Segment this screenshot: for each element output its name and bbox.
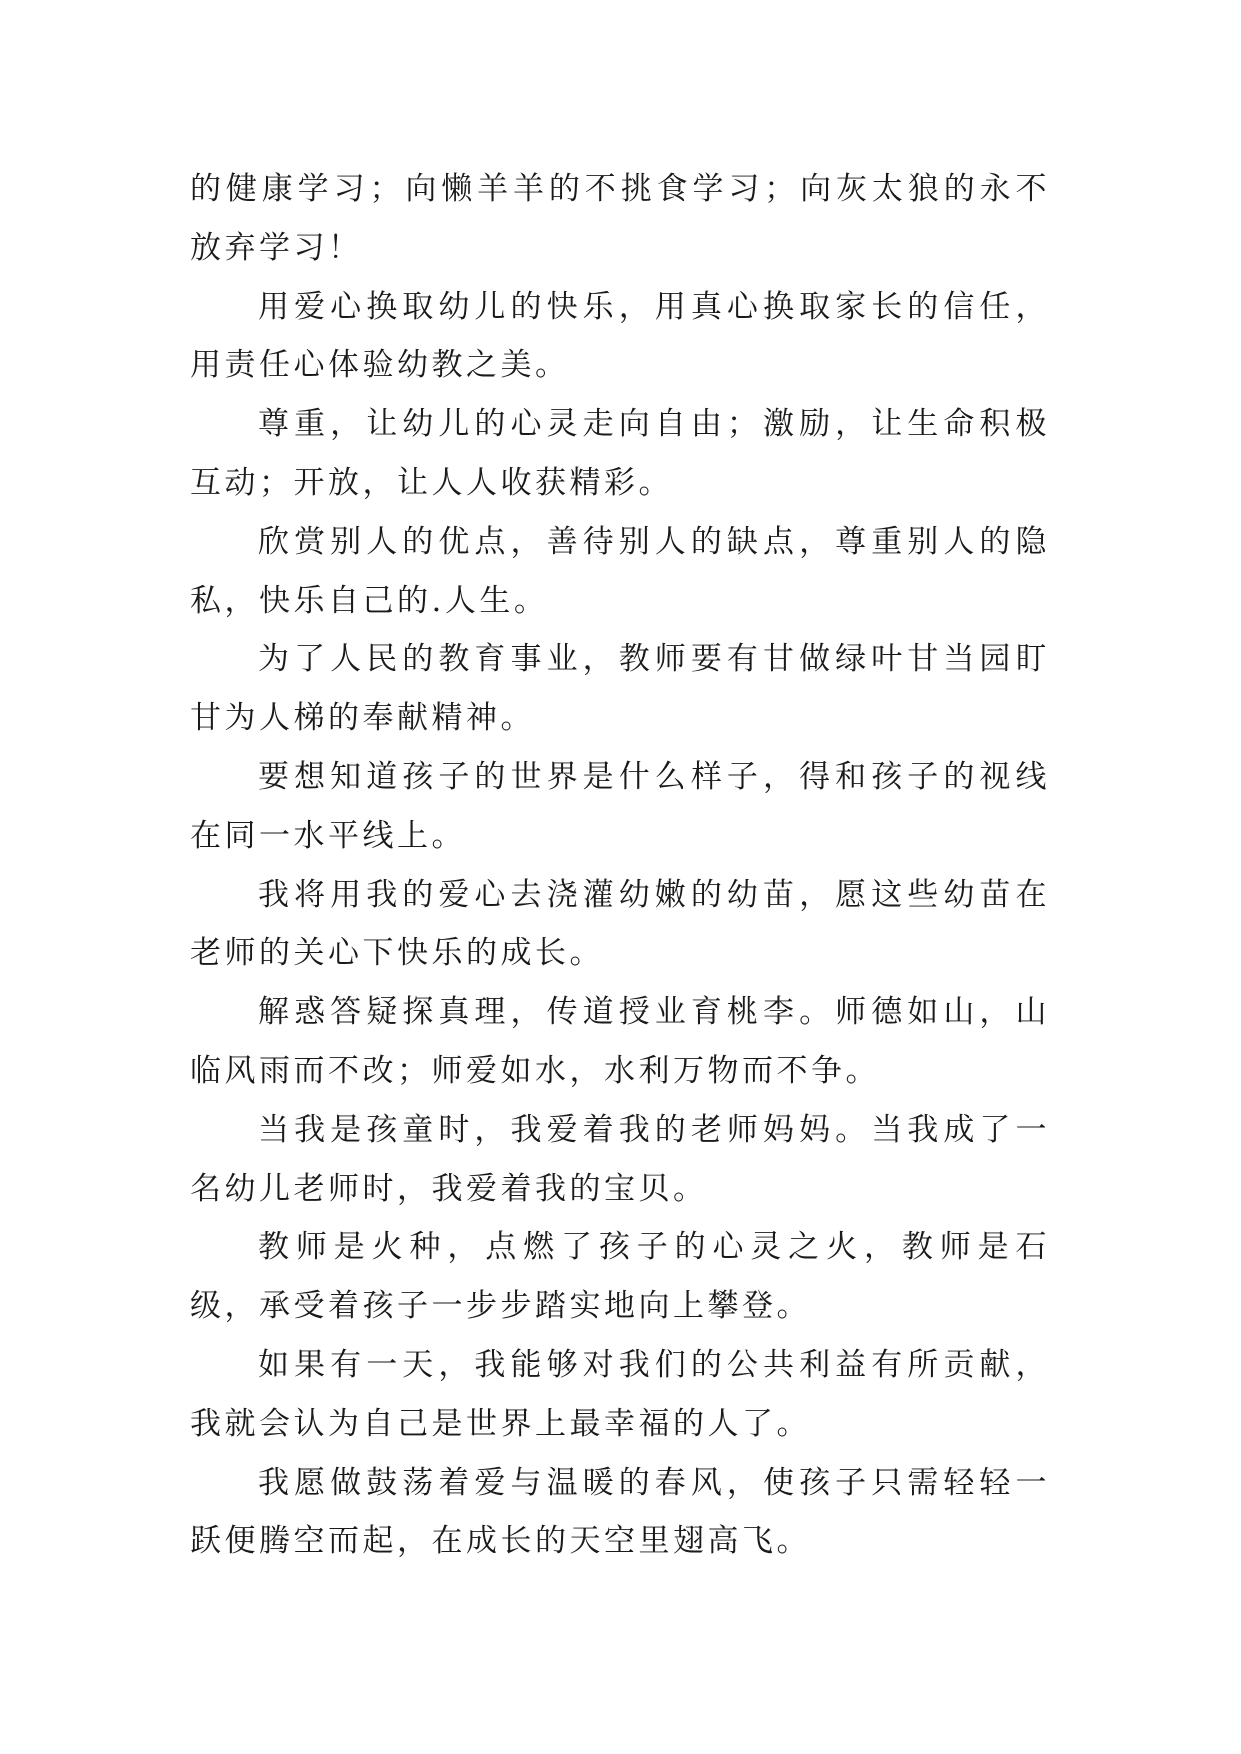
paragraph: 解惑答疑探真理，传道授业育桃李。师德如山，山临风雨而不改；师爱如水，水利万物而不争。 bbox=[190, 994, 1050, 1089]
paragraph: 尊重，让幼儿的心灵走向自由；激励，让生命积极互动；开放，让人人收获精彩。 bbox=[190, 406, 1050, 501]
paragraph: 欣赏别人的优点，善待别人的缺点，尊重别人的隐私，快乐自己的.人生。 bbox=[190, 523, 1050, 619]
paragraph: 当我是孩童时，我爱着我的老师妈妈。当我成了一名幼儿老师时，我爱着我的宝贝。 bbox=[190, 1111, 1050, 1207]
paragraph: 教师是火种，点燃了孩子的心灵之火，教师是石级，承受着孩子一步步踏实地向上攀登。 bbox=[190, 1229, 1050, 1325]
paragraph: 如果有一天，我能够对我们的公共利益有所贡献，我就会认为自己是世界上最幸福的人了。 bbox=[190, 1346, 1050, 1442]
paragraph: 要想知道孩子的世界是什么样子，得和孩子的视线在同一水平线上。 bbox=[190, 758, 1050, 854]
document-body bbox=[190, 160, 1050, 1571]
paragraph: 我愿做鼓荡着爱与温暖的春风，使孩子只需轻轻一跃便腾空而起，在成长的天空里翅高飞。 bbox=[190, 1464, 1050, 1560]
paragraph: 我将用我的爱心去浇灌幼嫩的幼苗，愿这些幼苗在老师的关心下快乐的成长。 bbox=[190, 876, 1050, 972]
paragraph: 为了人民的教育事业，教师要有甘做绿叶甘当园盯甘为人梯的奉献精神。 bbox=[190, 641, 1050, 737]
paragraph: 用爱心换取幼儿的快乐，用真心换取家长的信任，用责任心体验幼教之美。 bbox=[190, 288, 1050, 384]
paragraph-continued: 的健康学习；向懒羊羊的不挑食学习；向灰太狼的永不放弃学习！ bbox=[190, 171, 1050, 266]
